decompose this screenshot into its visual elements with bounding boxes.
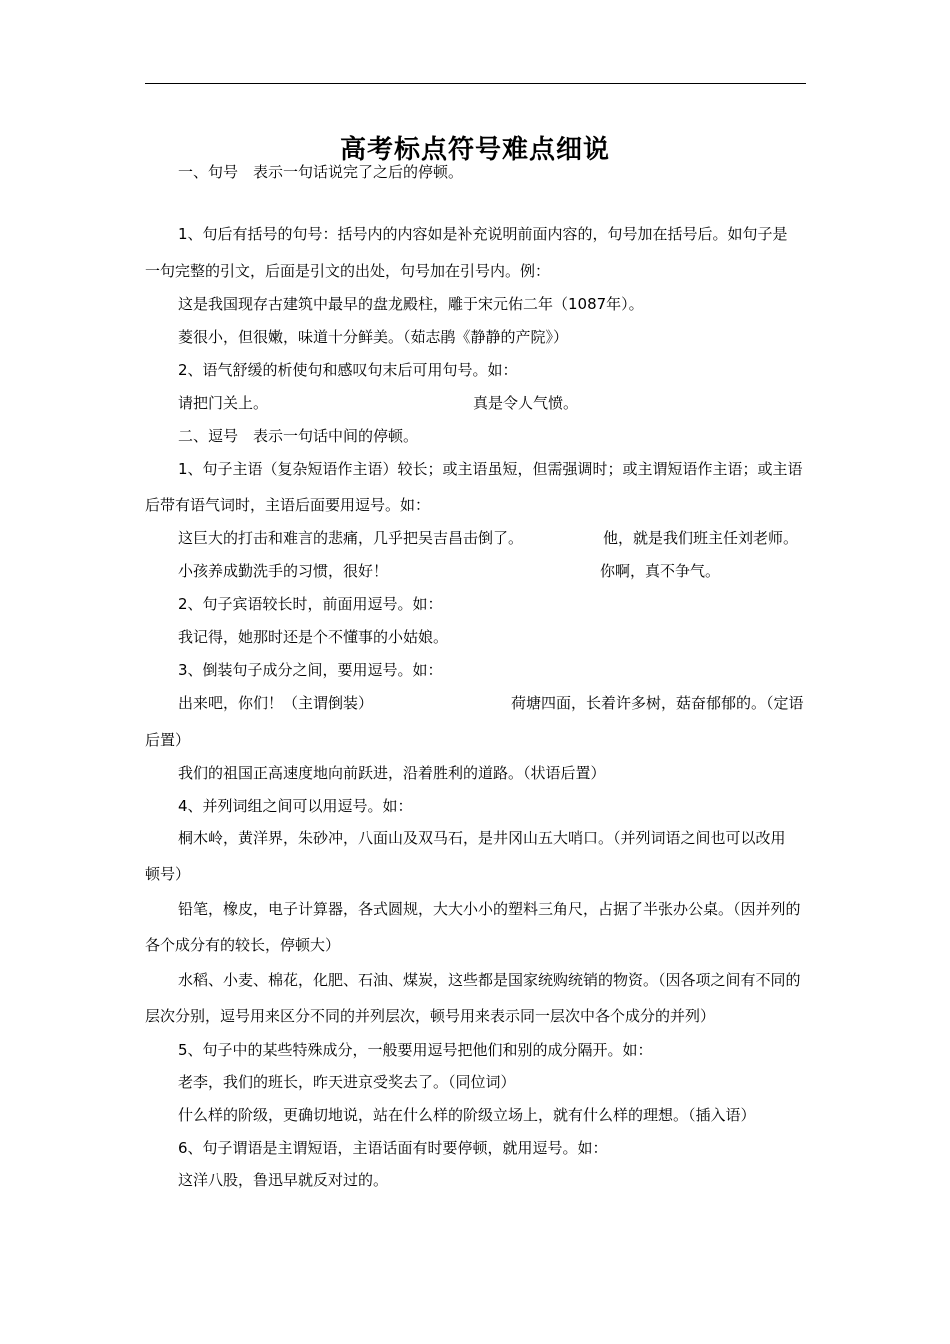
example-pair: [145, 392, 806, 414]
example-line: 我们的祖国正高速度地向前跃进，沿着胜利的道路。（状语后置）: [178, 764, 606, 782]
paragraph-line: 3、倒装句子成分之间，要用逗号。如：: [178, 661, 443, 679]
example-right: 他，就是我们班主任刘老师。: [603, 529, 799, 547]
header-rule: [145, 83, 806, 84]
example-line: 铅笔，橡皮，电子计算器，各式圆规，大大小小的塑料三角尺，占据了半张办公桌。（因并列的: [178, 900, 801, 918]
example-line: 我记得，她那时还是个不懂事的小姑娘。: [178, 628, 449, 646]
paragraph-line: 2、句子宾语较长时，前面用逗号。如：: [178, 595, 443, 613]
paragraph-line: 1、句后有括号的句号：括号内的内容如是补充说明前面内容的，句号加在括号后。如句子是: [178, 225, 788, 243]
example-left: 请把门关上。: [178, 394, 269, 412]
example-pair: [145, 560, 806, 582]
example-left: 这巨大的打击和难言的悲痛，几乎把吴吉昌击倒了。: [178, 529, 524, 547]
example-pair: [145, 692, 806, 714]
paragraph-line: 5、句子中的某些特殊成分，一般要用逗号把他们和别的成分隔开。如：: [178, 1041, 653, 1059]
example-line: 层次分别，逗号用来区分不同的并列层次，顿号用来表示同一层次中各个成分的并列）: [145, 1007, 716, 1025]
example-line: 这洋八股，鲁迅早就反对过的。: [178, 1171, 389, 1189]
paragraph-line: 后带有语气词时，主语后面要用逗号。如：: [145, 496, 431, 514]
example-line: 菱很小，但很嫩，味道十分鲜美。（茹志鹃《静静的产院》）: [178, 328, 569, 346]
example-left: 出来吧，你们！（主谓倒装）: [178, 694, 374, 712]
section-heading-comma: 二、逗号 表示一句话中间的停顿。: [178, 427, 419, 445]
example-line: 什么样的阶级，更确切地说，站在什么样的阶级立场上，就有什么样的理想。（插入语）: [178, 1106, 756, 1124]
example-line: 这是我国现存古建筑中最早的盘龙殿柱，雕于宋元佑二年（1087年）。: [178, 295, 644, 313]
paragraph-line: 一句完整的引文，后面是引文的出处，句号加在引号内。例：: [145, 262, 551, 280]
example-right: 真是令人气愤。: [473, 394, 579, 412]
paragraph-line: 2、语气舒缓的析使句和感叹句末后可用句号。如：: [178, 361, 518, 379]
example-line: 水稻、小麦、棉花，化肥、石油、煤炭，这些都是国家统购统销的物资。（因各项之间有不同的: [178, 971, 801, 989]
example-line: 顿号）: [145, 865, 191, 883]
example-line: 各个成分有的较长，停顿大）: [145, 936, 341, 954]
paragraph-line: 6、句子谓语是主谓短语，主语话面有时要停顿，就用逗号。如：: [178, 1139, 608, 1157]
page-title: 高考标点符号难点细说: [339, 135, 610, 165]
example-right: 你啊，真不争气。: [600, 562, 721, 580]
example-line: 老李，我们的班长，昨天进京受奖去了。（同位词）: [178, 1073, 516, 1091]
example-right: 荷塘四面，长着许多树，菇奋郁郁的。（定语: [511, 694, 804, 712]
paragraph-line: 后置）: [145, 731, 191, 749]
section-heading-period: 一、句号 表示一句话说完了之后的停顿。: [178, 163, 464, 181]
example-line: 桐木岭，黄洋界，朱砂冲，八面山及双马石，是井冈山五大哨口。（并列词语之间也可以改用: [178, 829, 786, 847]
paragraph-line: 4、并列词组之间可以用逗号。如：: [178, 797, 413, 815]
example-pair: [145, 527, 806, 549]
example-left: 小孩养成勤洗手的习惯，很好！: [178, 562, 389, 580]
paragraph-line: 1、句子主语（复杂短语作主语）较长；或主语虽短，但需强调时；或主谓短语作主语；或主语: [178, 460, 803, 478]
